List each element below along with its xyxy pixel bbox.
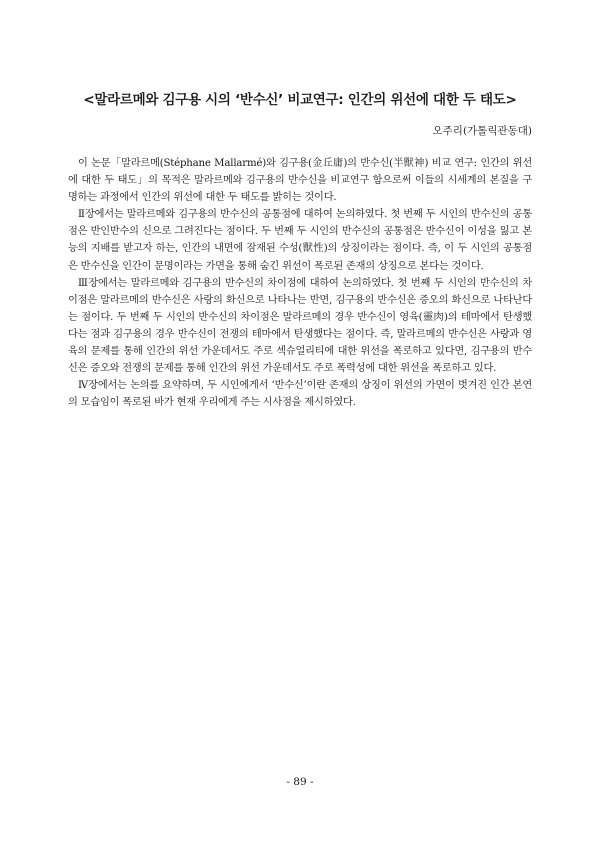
abstract-paragraph-intro: 이 논문「말라르메(Stéphane Mallarmé)와 김구용(金丘庸)의 반수신(半獸神) 비교 연구: 인간의 위선에 대한 두 태도」의 목적은 말라르메와 김구용의 반수신을 비교연구 함으로써 이들의 시세계의 본질을 구명하는 과정에서 인간의 위선에 대한 두 태도를 밝히는 것이다.	[68, 158, 532, 204]
abstract-body	[68, 155, 532, 411]
paper-title: <말라르메와 김구용 시의 ‘반수신’ 비교연구: 인간의 위선에 대한 두 태도>	[83, 92, 517, 108]
abstract-paragraph-chapter-2: Ⅱ장에서는 말라르메와 김구용의 반수신의 공통점에 대하여 논의하였다. 첫 번째 두 시인의 반수신의 공통점은 반인반수의 신으로 그려진다는 점이다. 두 번째 두 시인의 반수신의 공통점은 반수신이 이성을 잃고 본능의 지배를 받고자 하는, 인간의 내면에 잠재된 수성(獸性)의 상징이라는 점이다. 즉, 이 두 시인의 공통점은 반수신을 인간이 문명이라는 가면을 통해 숨긴 위선이 폭로된 존재의 상징으로 본다는 것이다.	[68, 209, 532, 272]
abstract-paragraph-chapter-3: Ⅲ장에서는 말라르메와 김구용의 반수신의 차이점에 대하여 논의하였다. 첫 번째 두 시인의 반수신의 차이점은 말라르메의 반수신은 사랑의 화신으로 나타나는 반면, 김구용의 반수신은 증오의 화신으로 나타난다는 점이다. 두 번째 두 시인의 반수신의 차이점은 말라르메의 경우 반수신이 영육(靈肉)의 테마에서 탄생했다는 점과 김구용의 경우 반수신이 전쟁의 테마에서 탄생했다는 점이다. 즉, 말라르메의 반수신은 사랑과 영육의 문제를 통해 인간의 위선 가운데서도 주로 섹슈얼리티에 대한 위선을 폭로하고 있다면, 김구용의 반수신은 증오와 전쟁의 문제를 통해 인간의 위선 가운데서도 주로 폭력성에 대한 위선을 폭로하고 있다.	[68, 277, 532, 375]
page-number: - 89 -	[286, 776, 314, 788]
abstract-paragraph-chapter-4: Ⅳ장에서는 논의를 요약하며, 두 시인에게서 ‘반수신’이란 존재의 상징이 위선의 가면이 벗겨진 인간 본연의 모습임이 폭로된 바가 현재 우리에게 주는 시사점을 제시하였다.	[68, 380, 532, 409]
author-affiliation: 오주리(가톨릭관동대)	[432, 125, 532, 137]
